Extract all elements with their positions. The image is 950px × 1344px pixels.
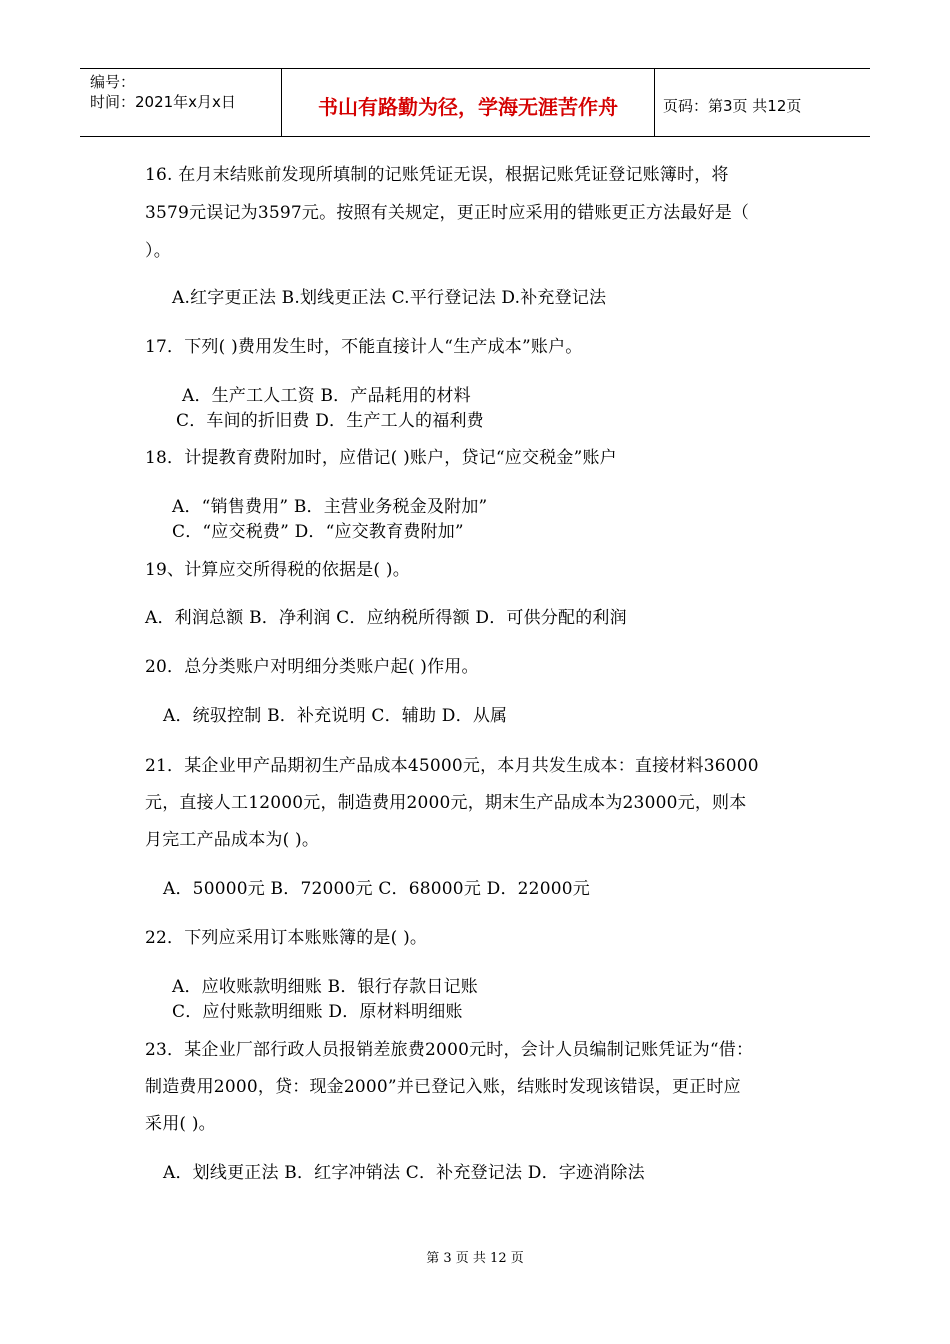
page-header	[80, 68, 870, 137]
question-21-line-3: 月完工产品成本为( )。	[145, 830, 320, 850]
question-22-stem: 22．下列应采用订本账账簿的是( )。	[145, 928, 428, 948]
question-22-options-row-1: A．应收账款明细账 B．银行存款日记账	[172, 977, 478, 997]
question-23-line-1: 23．某企业厂部行政人员报销差旅费2000元时，会计人员编制记账凭证为“借：	[145, 1040, 754, 1060]
question-23-options: A．划线更正法 B．红字冲销法 C．补充登记法 D．字迹消除法	[163, 1163, 645, 1183]
question-18-options-row-1: A．“销售费用” B．主营业务税金及附加”	[172, 497, 488, 517]
header-page-number: 页码：第3页 共12页	[663, 97, 802, 115]
page-footer: 第 3 页 共 12 页	[426, 1251, 524, 1266]
question-21-options: A．50000元 B．72000元 C．68000元 D．22000元	[163, 879, 590, 899]
question-21-line-1: 21．某企业甲产品期初生产品成本45000元，本月共发生成本：直接材料36000	[145, 756, 759, 776]
question-17-options-row-2: C．车间的折旧费 D．生产工人的福利费	[176, 411, 484, 431]
question-16-line-3: ）。	[145, 241, 171, 261]
question-23-line-3: 采用( )。	[145, 1114, 216, 1134]
question-21-line-2: 元，直接人工12000元，制造费用2000元，期末生产品成本为23000元，则本	[145, 793, 747, 813]
header-right-cell	[663, 69, 870, 136]
header-middle-cell	[281, 69, 655, 136]
question-16-options: A.红字更正法 B.划线更正法 C.平行登记法 D.补充登记法	[172, 288, 607, 308]
question-20-options: A．统驭控制 B．补充说明 C．辅助 D．从属	[163, 706, 508, 726]
question-16-line-2: 3579元误记为3597元。按照有关规定，更正时应采用的错账更正方法最好是（	[145, 203, 750, 223]
question-18-options-row-2: C．“应交税费” D．“应交教育费附加”	[172, 522, 464, 542]
question-22-options-row-2: C．应付账款明细账 D．原材料明细账	[172, 1002, 463, 1022]
question-19-stem: 19、计算应交所得税的依据是( )。	[145, 560, 410, 580]
question-16-line-1: 16. 在月末结账前发现所填制的记账凭证无误，根据记账凭证登记账簿时，将	[145, 165, 729, 185]
header-left-cell	[80, 69, 280, 136]
question-17-options-row-1: A．生产工人工资 B．产品耗用的材料	[182, 386, 471, 406]
header-motto: 书山有路勤为径，学海无涯苦作舟	[318, 95, 618, 119]
question-23-line-2: 制造费用2000，贷：现金2000”并已登记入账，结账时发现该错误，更正时应	[145, 1077, 741, 1097]
document-date: 时间：2021年x月x日	[90, 93, 236, 111]
document-code-label: 编号：	[90, 73, 136, 91]
question-17-stem: 17．下列( )费用发生时，不能直接计人“生产成本”账户。	[145, 337, 583, 357]
question-20-stem: 20．总分类账户对明细分类账户起( )作用。	[145, 657, 479, 677]
question-19-options: A．利润总额 B．净利润 C．应纳税所得额 D．可供分配的利润	[145, 608, 627, 628]
question-18-stem: 18．计提教育费附加时，应借记( )账户，贷记“应交税金”账户	[145, 448, 617, 468]
